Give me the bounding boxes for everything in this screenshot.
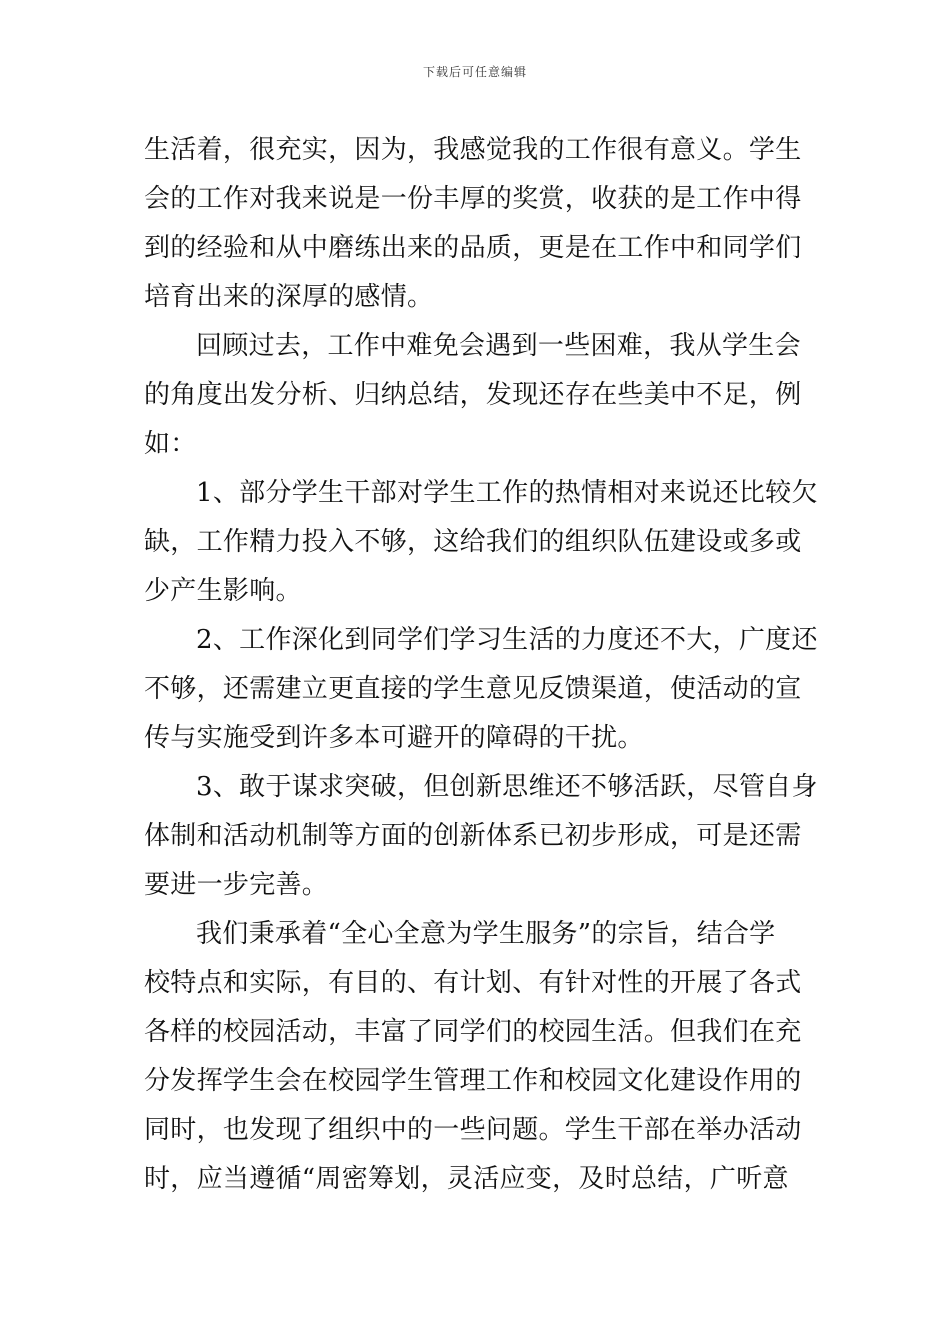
text-line: 校特点和实际，有目的、有计划、有针对性的开展了各式 xyxy=(144,968,802,998)
text-line: 不够，还需建立更直接的学生意见反馈渠道，使活动的宣 xyxy=(144,674,802,704)
page-header: 下载后可任意编辑 xyxy=(422,65,527,79)
paragraph-first-line: 我们秉承着“全心全意为学生服务”的宗旨，结合学 xyxy=(196,919,776,949)
list-item-1-first-line: 1、部分学生干部对学生工作的热情相对来说还比较欠 xyxy=(196,478,818,508)
text-line: 传与实施受到许多本可避开的障碍的干扰。 xyxy=(144,723,644,753)
text-line: 分发挥学生会在校园学生管理工作和校园文化建设作用的 xyxy=(144,1066,802,1096)
text-line: 如： xyxy=(144,429,197,459)
text-line: 到的经验和从中磨练出来的品质，更是在工作中和同学们 xyxy=(144,233,802,263)
text-line: 少产生影响。 xyxy=(144,576,302,606)
document-body xyxy=(144,126,818,1204)
text-line: 体制和活动机制等方面的创新体系已初步形成，可是还需 xyxy=(144,821,802,851)
text-line: 要进一步完善。 xyxy=(144,870,329,900)
text-line: 培育出来的深厚的感情。 xyxy=(144,282,434,312)
list-item-3-first-line: 3、敢于谋求突破，但创新思维还不够活跃，尽管自身 xyxy=(196,772,818,802)
text-line: 缺，工作精力投入不够，这给我们的组织队伍建设或多或 xyxy=(144,527,802,557)
text-line: 各样的校园活动，丰富了同学们的校园生活。但我们在充 xyxy=(144,1017,802,1047)
paragraph-first-line: 回顾过去，工作中难免会遇到一些困难，我从学生会 xyxy=(196,331,801,361)
text-line: 时，应当遵循“周密筹划，灵活应变，及时总结，广听意 xyxy=(144,1164,789,1194)
text-line: 生活着，很充实，因为，我感觉我的工作很有意义。学生 xyxy=(144,135,802,165)
text-line: 的角度出发分析、归纳总结，发现还存在些美中不足，例 xyxy=(144,380,802,410)
list-item-2-first-line: 2、工作深化到同学们学习生活的力度还不大，广度还 xyxy=(196,625,818,655)
text-line: 同时，也发现了组织中的一些问题。学生干部在举办活动 xyxy=(144,1115,802,1145)
text-line: 会的工作对我来说是一份丰厚的奖赏，收获的是工作中得 xyxy=(144,184,802,214)
